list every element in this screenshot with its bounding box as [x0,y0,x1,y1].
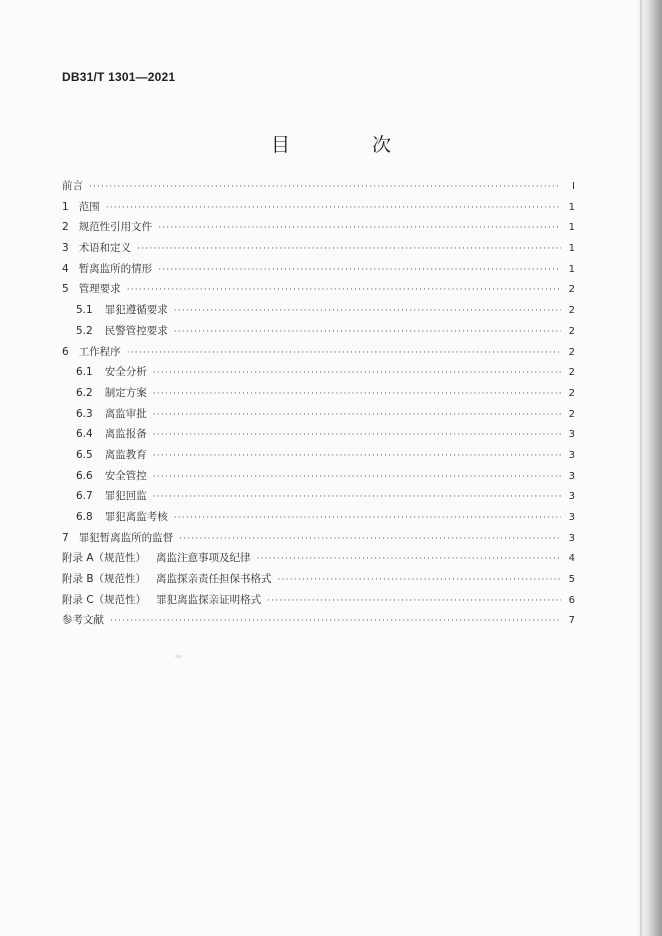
toc-entry-page: 2 [568,325,575,337]
toc-entry[interactable] [62,426,575,447]
toc-entry-page: 4 [568,553,575,565]
toc-entry-page: 3 [568,470,575,482]
toc-entry[interactable] [62,530,575,551]
toc-entry-label: 管理要求 [78,283,121,296]
toc-entry-label: 离监报备 [104,428,147,441]
toc-entry-page: 3 [568,449,575,461]
toc-entry-number: 5.2 [76,324,93,337]
toc-entry-page: 7 [568,615,575,627]
toc-entry-page: Ⅰ [572,181,575,192]
toc-entry-number: 6.3 [76,407,93,420]
toc-entry-page: 1 [568,222,575,234]
toc-entry[interactable] [62,571,575,592]
toc-entry[interactable] [62,219,575,240]
toc-entry-page: 1 [568,201,575,213]
toc-entry[interactable] [62,468,575,489]
toc-entry-page: 2 [568,284,575,296]
toc-entry-number: 3 [62,242,69,255]
toc-leader-dots [153,368,561,378]
toc-entry-number: 附录 C（规范性） [62,593,147,606]
toc-leader-dots [127,285,561,295]
toc-entry-page: 3 [568,429,575,441]
toc-entry[interactable] [62,178,575,199]
toc-title: 目 次 [270,134,430,156]
toc-entry-label: 罪犯离监考核 [104,511,168,523]
toc-entry-label: 规范性引用文件 [78,221,153,234]
toc-leader-dots [153,492,561,502]
toc-entry-number: 附录 A（规范性） [62,552,147,565]
document-code: DB31/T 1301—2021 [62,70,176,84]
toc-entry-page: 2 [568,305,575,317]
table-of-contents [62,178,575,633]
toc-entry[interactable] [62,240,575,261]
toc-entry-label: 参考文献 [62,614,104,627]
toc-entry-label: 离监审批 [104,407,147,420]
toc-entry[interactable] [62,323,575,344]
toc-entry-page: 1 [568,243,575,255]
toc-entry-label: 离监教育 [104,448,147,461]
toc-entry-page: 6 [568,594,575,606]
toc-leader-dots [257,554,561,564]
toc-leader-dots [106,203,561,213]
toc-entry-label: 范围 [78,200,100,213]
toc-entry-label: 安全分析 [104,366,147,379]
toc-entry-label: 工作程序 [78,345,121,358]
toc-entry-page: 3 [568,512,575,523]
toc-entry-label: 离监探亲责任担保书格式 [156,573,272,586]
toc-leader-dots [278,575,561,585]
toc-entry-number: 6.7 [76,490,93,503]
toc-entry[interactable] [62,344,575,365]
toc-entry-number: 6.2 [76,386,93,399]
toc-entry-number: 4 [62,262,69,275]
toc-leader-dots [267,596,561,606]
toc-entry-label: 罪犯遵循要求 [104,304,168,317]
toc-leader-dots [174,513,561,523]
toc-entry[interactable] [62,406,575,427]
toc-entry[interactable] [62,447,575,468]
toc-entry[interactable] [62,612,575,633]
toc-leader-dots [153,451,561,461]
toc-entry[interactable] [62,385,575,406]
scan-smudge [175,655,182,658]
toc-entry-label: 制定方案 [104,386,147,399]
toc-leader-dots [179,534,561,544]
toc-entry-page: 2 [568,367,575,379]
toc-entry-label: 前言 [62,180,83,192]
toc-entry[interactable] [62,592,575,613]
toc-entry[interactable] [62,364,575,385]
toc-leader-dots [153,389,561,399]
toc-entry-page: 2 [568,346,575,358]
toc-entry-number: 7 [62,531,69,544]
toc-entry-label: 民警管控要求 [104,324,168,337]
toc-entry-number: 6.5 [76,448,93,461]
toc-leader-dots [153,472,561,482]
toc-entry[interactable] [62,199,575,220]
toc-entry-number: 2 [62,221,69,234]
toc-entry-label: 暂离监所的情形 [78,262,153,275]
toc-entry-label: 离监注意事项及纪律 [156,552,251,565]
toc-entry-number: 1 [62,200,69,213]
toc-leader-dots [153,410,561,420]
toc-entry-number: 6.4 [76,428,93,441]
toc-leader-dots [158,223,561,233]
toc-leader-dots [89,182,561,192]
toc-entry[interactable] [62,281,575,302]
toc-entry-label: 罪犯回监 [104,490,147,503]
toc-entry-number: 6.6 [76,469,93,482]
toc-entry-page: 5 [568,574,575,586]
toc-entry-number: 5 [62,283,69,296]
toc-entry-label: 安全管控 [104,469,147,482]
toc-leader-dots [174,306,561,316]
toc-entry-page: 3 [568,491,575,503]
toc-entry[interactable] [62,509,575,530]
toc-leader-dots [158,265,561,275]
toc-entry[interactable] [62,488,575,509]
toc-entry-page: 1 [568,263,575,275]
toc-entry-number: 6 [62,345,69,358]
toc-entry-label: 罪犯暂离监所的监督 [78,531,174,544]
scan-edge-shadow [636,0,662,936]
toc-leader-dots [127,348,561,358]
toc-leader-dots [137,244,561,254]
toc-entry-page: 2 [568,408,575,420]
toc-entry-number: 6.1 [76,366,93,379]
toc-entry-label: 术语和定义 [78,242,132,255]
toc-entry[interactable] [62,550,575,571]
toc-entry[interactable] [62,302,575,323]
toc-entry-number: 附录 B（规范性） [62,573,147,586]
toc-entry-number: 6.8 [76,511,93,523]
toc-entry-page: 2 [568,387,575,399]
toc-entry-number: 5.1 [76,304,93,317]
toc-leader-dots [110,616,561,626]
toc-leader-dots [153,430,561,440]
toc-entry-label: 罪犯离监探亲证明格式 [156,593,262,606]
toc-entry[interactable] [62,261,575,282]
toc-leader-dots [174,327,561,337]
toc-entry-page: 3 [568,532,575,544]
